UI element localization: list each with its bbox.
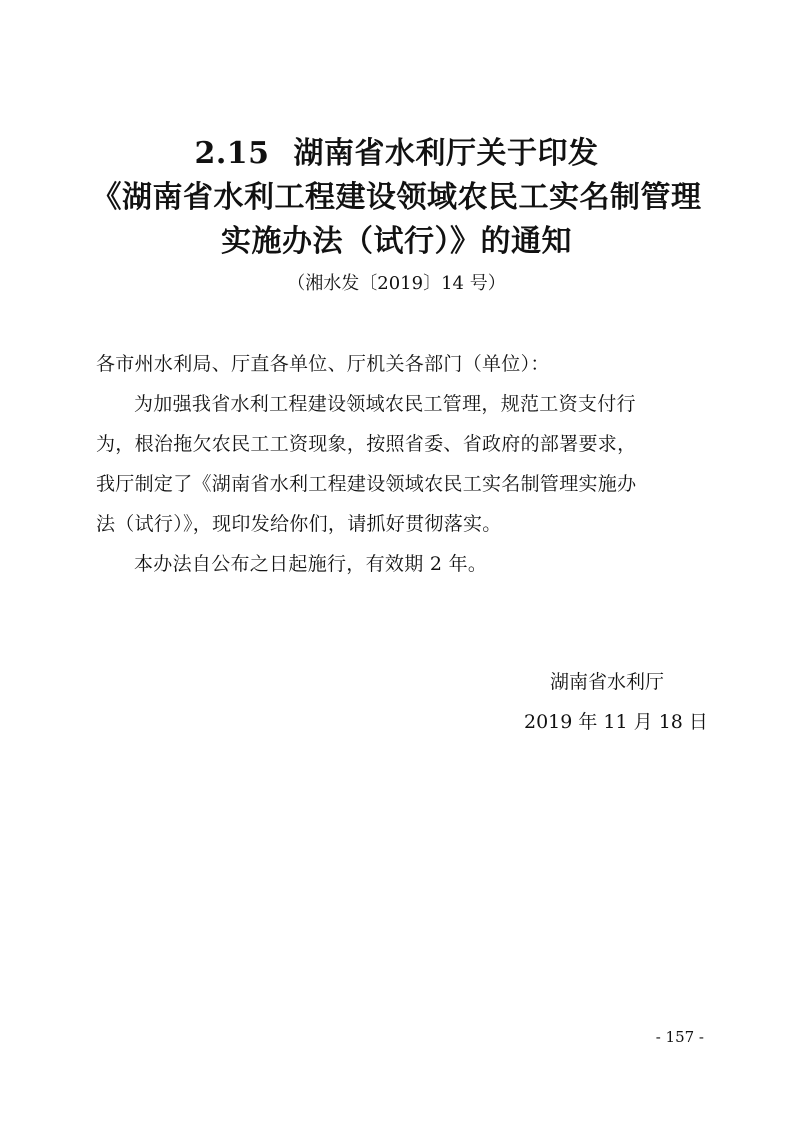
document-title	[60, 132, 733, 264]
paragraph-1-line: 我厅制定了《湖南省水利工程建设领域农民工实名制管理实施办	[96, 473, 637, 495]
paragraph-1-line: 法（试行）》，现印发给你们，请抓好贯彻落实。	[96, 513, 502, 535]
paragraph-1-line: 为，根治拖欠农民工工资现象，按照省委、省政府的部署要求，	[96, 433, 637, 455]
title-text-1: 湖南省水利厅关于印发	[293, 136, 599, 171]
salutation: 各市州水利局、厅直各单位、厅机关各部门（单位）：	[96, 353, 550, 375]
paragraph-2	[96, 544, 716, 584]
page-number: - 157 -	[655, 1028, 704, 1046]
paragraph-2-line: 本办法自公布之日起施行，有效期 2 年。	[134, 553, 488, 575]
document-number: （湘水发〔2019〕14 号）	[287, 273, 506, 294]
paragraph-1	[96, 384, 716, 544]
section-number: 2.15	[194, 136, 270, 171]
title-line-3: 实施办法（试行）》的通知	[221, 224, 572, 259]
title-line-2: 《湖南省水利工程建设领域农民工实名制管理	[91, 180, 702, 215]
paragraph-1-line: 为加强我省水利工程建设领域农民工管理，规范工资支付行	[134, 393, 636, 415]
title-line-1	[60, 132, 733, 176]
issue-date: 2019 年 11 月 18 日	[524, 711, 708, 733]
issuer-signature: 湖南省水利厅	[550, 671, 665, 693]
